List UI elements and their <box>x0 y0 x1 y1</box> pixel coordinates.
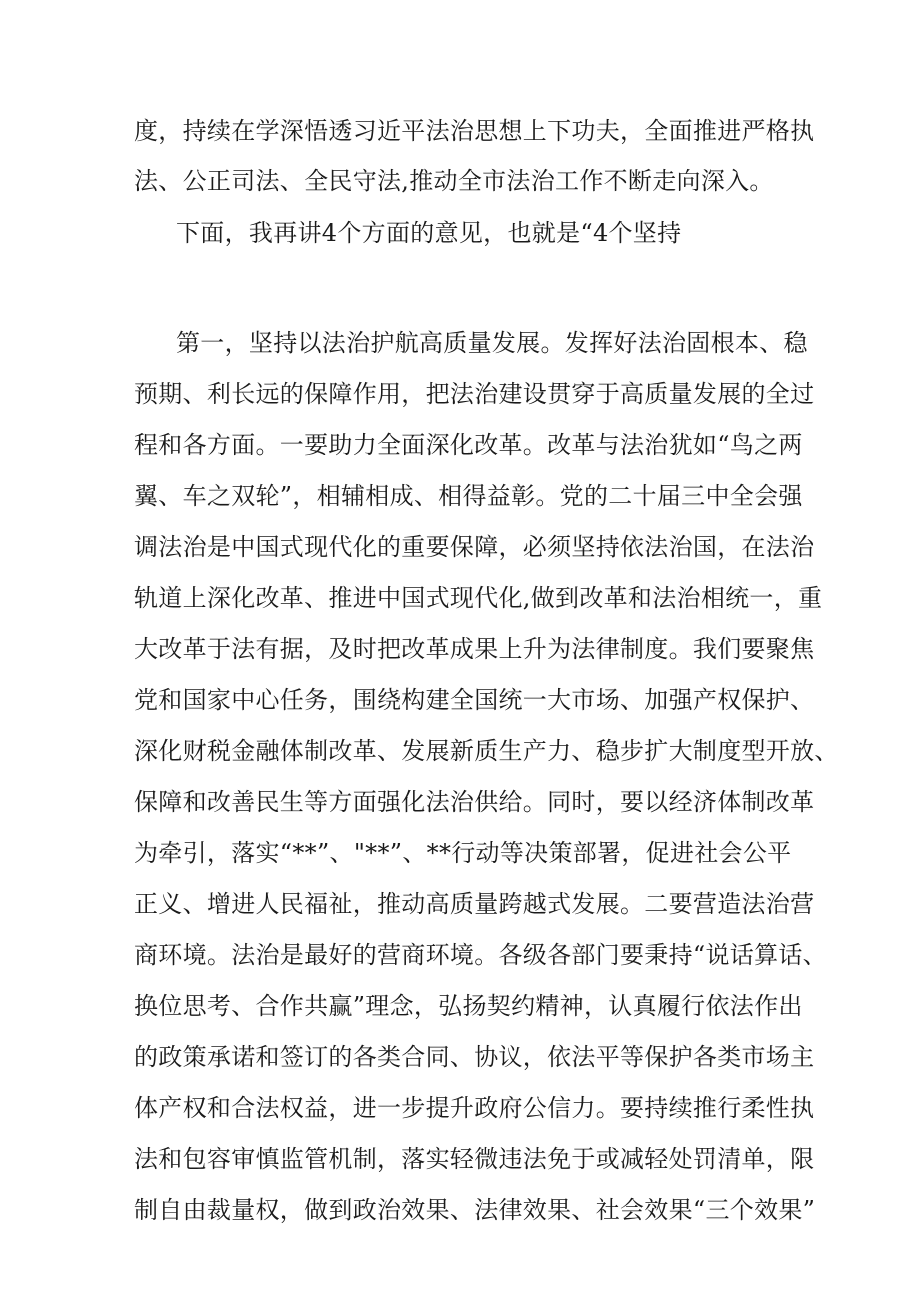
text-line: 程和各方面。一要助力全面深化改革。改革与法治犹如“鸟之两 <box>134 431 803 459</box>
text-line: 调法治是中国式现代化的重要保障，必须坚持依法治国，在法治 <box>134 533 815 561</box>
text-line: 深化财税金融体制改革、发展新质生产力、稳步扩大制度型开放、 <box>134 737 839 765</box>
text-line: 换位思考、合作共赢”理念，弘扬契约精神，认真履行依法作出 <box>134 992 803 1020</box>
text-line: 预期、利长远的保障作用，把法治建设贯穿于高质量发展的全过 <box>134 380 815 408</box>
text-line: 为牵引，落实“**”、"**”、**行动等决策部署，促进社会公平 <box>134 839 792 867</box>
text-line: 体产权和合法权益，进一步提升政府公信力。要持续推行柔性执 <box>134 1094 815 1122</box>
text-line: 法和包容审慎监管机制，落实轻微违法免于或减轻处罚清单，限 <box>134 1145 815 1173</box>
text-line: 制自由裁量权，做到政治效果、法律效果、社会效果“三个效果” <box>134 1196 816 1224</box>
text-line: 下面，我再讲4个方面的意见，也就是“4个坚持 <box>176 219 682 247</box>
text-line: 正义、增进人民福祉，推动高质量跨越式发展。二要营造法治营 <box>134 890 815 918</box>
text-line: 保障和改善民生等方面强化法治供给。同时，要以经济体制改革 <box>134 788 815 816</box>
text-line: 法、公正司法、全民守法,推动全市法治工作不断走向深入。 <box>134 167 774 195</box>
text-line: 党和国家中心任务，围绕构建全国统一大市场、加强产权保护、 <box>134 686 815 714</box>
text-line: 的政策承诺和签订的各类合同、协议，依法平等保护各类市场主 <box>134 1043 815 1071</box>
text-line: 轨道上深化改革、推进中国式现代化,做到改革和法治相统一，重 <box>134 584 823 612</box>
text-line: 第一，坚持以法治护航高质量发展。发挥好法治固根本、稳 <box>176 329 808 357</box>
text-line: 翼、车之双轮”，相辅相成、相得益彰。党的二十届三中全会强 <box>134 482 803 510</box>
text-line: 商环境。法治是最好的营商环境。各级各部门要秉持“说话算话、 <box>134 941 827 969</box>
text-line: 度，持续在学深悟透习近平法治思想上下功夫，全面推进严格执 <box>134 117 815 145</box>
text-line: 大改革于法有据，及时把改革成果上升为法律制度。我们要聚焦 <box>134 635 815 663</box>
